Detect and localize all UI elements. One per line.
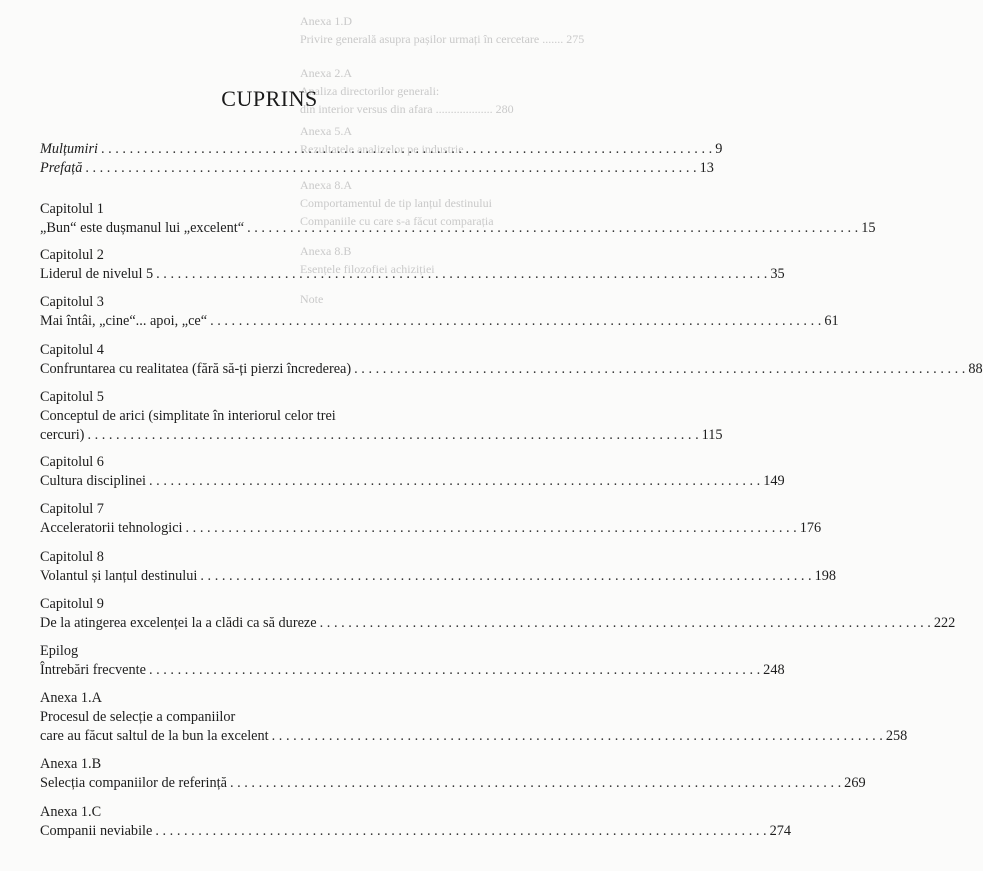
toc-entry-heading: Anexa 1.C [40, 804, 102, 820]
toc-entry [40, 293, 839, 331]
dot-leader [155, 822, 766, 841]
toc-entry [40, 642, 785, 680]
toc-entry-title: Liderul de nivelul 5 [40, 266, 154, 282]
toc-front-matter-item [40, 159, 714, 178]
toc-entry-title: Selecția companiilor de referință [40, 775, 227, 791]
bleed-line: Esențele filozofiei achiziției [300, 262, 435, 276]
toc-page-number: 222 [933, 615, 956, 631]
dot-leader [230, 774, 841, 793]
toc-entry-heading: Capitolul 7 [40, 501, 104, 517]
toc-entry-title: De la atingerea excelenței la a clădi ca să dureze [40, 615, 317, 631]
toc-entry-title: Acceleratorii tehnologici [40, 520, 183, 536]
toc-entry-title: cercuri) [40, 427, 85, 443]
toc-entry-title-line: Procesul de selecție a companiilor [40, 709, 236, 725]
toc-entry-title: Mulțumiri [40, 141, 98, 157]
toc-front-matter-item [40, 140, 723, 159]
toc-entry-heading: Epilog [40, 643, 79, 659]
dot-leader [149, 661, 760, 680]
bleed-line: Privire generală asupra pașilor urmați în cercetare ....... 275 [300, 32, 585, 46]
bleed-line: Anexa 5.A [300, 124, 352, 138]
toc-entry [40, 453, 785, 491]
toc-entry-heading: Capitolul 3 [40, 294, 104, 310]
toc-entry-heading: Capitolul 4 [40, 342, 104, 358]
toc-entry-heading: Anexa 1.A [40, 690, 102, 706]
dot-leader [320, 614, 931, 633]
dot-leader [247, 219, 858, 238]
dot-leader [272, 727, 883, 746]
bleed-line: Analiza directorilor generali: [300, 84, 440, 98]
bleed-line: Anexa 1.D [300, 14, 352, 28]
toc-entry-heading: Anexa 1.B [40, 756, 102, 772]
toc-page-number: 198 [814, 568, 837, 584]
toc-entry-heading: Capitolul 5 [40, 389, 104, 405]
toc-entry [40, 803, 792, 841]
page-title: CUPRINS [221, 86, 318, 111]
toc-entry [40, 341, 983, 379]
toc-page-number: 248 [763, 662, 785, 678]
toc-page-number: 35 [770, 266, 785, 282]
dot-leader [87, 426, 698, 445]
toc-page-number: 258 [885, 728, 908, 744]
toc-page-number: 15 [861, 220, 876, 236]
toc-entry [40, 246, 785, 284]
dot-leader [101, 140, 712, 159]
dot-leader [149, 472, 760, 491]
dot-leader [186, 519, 797, 538]
toc-page-number: 274 [769, 823, 792, 839]
dot-leader [85, 159, 696, 178]
toc-entry-title: Mai întâi, „cine“... apoi, „ce“ [40, 313, 208, 329]
bleed-line: Rezultatele analizelor pe industrie [300, 142, 464, 156]
toc-entry-title: Întrebări frecvente [40, 662, 146, 678]
bleed-line: din interior versus din afara ................... 280 [300, 102, 514, 116]
toc-entry [40, 548, 837, 586]
bleed-line: Anexa 2.A [300, 66, 352, 80]
bleed-line: Note [300, 292, 324, 306]
toc-page-number: 9 [715, 141, 723, 157]
toc-entry-title: Confruntarea cu realitatea (fără să-ți pierzi încrederea) [40, 361, 352, 377]
toc-entry-title: Companii neviabile [40, 823, 153, 839]
toc-entry-heading: Capitolul 2 [40, 247, 104, 263]
toc-entry-heading: Capitolul 1 [40, 201, 104, 217]
toc-entry-title: Cultura disciplinei [40, 473, 147, 489]
toc-entry-heading: Capitolul 9 [40, 596, 104, 612]
toc-entry [40, 500, 822, 538]
toc-entry [40, 755, 866, 793]
toc-page-number: 61 [824, 313, 839, 329]
bleed-line: Comportamentul de tip lanțul destinului [300, 196, 492, 210]
toc-page-number: 269 [844, 775, 866, 791]
dot-leader [210, 312, 821, 331]
toc-entry [40, 388, 723, 445]
toc-entry-title: „Bun“ este dușmanul lui „excelent“ [40, 220, 245, 236]
toc-page-number: 13 [699, 160, 714, 176]
dot-leader [354, 360, 965, 379]
toc-entry [40, 595, 956, 633]
bleed-line: Companiile cu care s-a făcut comparația [300, 214, 494, 228]
bleed-line: Anexa 8.A [300, 178, 352, 192]
toc-entry [40, 689, 908, 746]
toc-entry-title: Volantul și lanțul destinului [40, 568, 198, 584]
toc-page-number: 88 [968, 361, 983, 377]
toc-page-number: 176 [799, 520, 822, 536]
toc-page-number: 149 [763, 473, 785, 489]
toc-entry [40, 200, 876, 238]
toc-entry-heading: Capitolul 6 [40, 454, 104, 470]
bleed-line: Anexa 8.B [300, 244, 352, 258]
toc-entry-heading: Capitolul 8 [40, 549, 104, 565]
toc-entry-title-line: Conceptul de arici (simplitate în interiorul celor trei [40, 408, 336, 424]
toc-entry-title: Prefață [40, 160, 83, 176]
dot-leader [156, 265, 767, 284]
toc-page-number: 115 [701, 427, 723, 443]
toc-entry-title: care au făcut saltul de la bun la excelent [40, 728, 269, 744]
dot-leader [200, 567, 811, 586]
